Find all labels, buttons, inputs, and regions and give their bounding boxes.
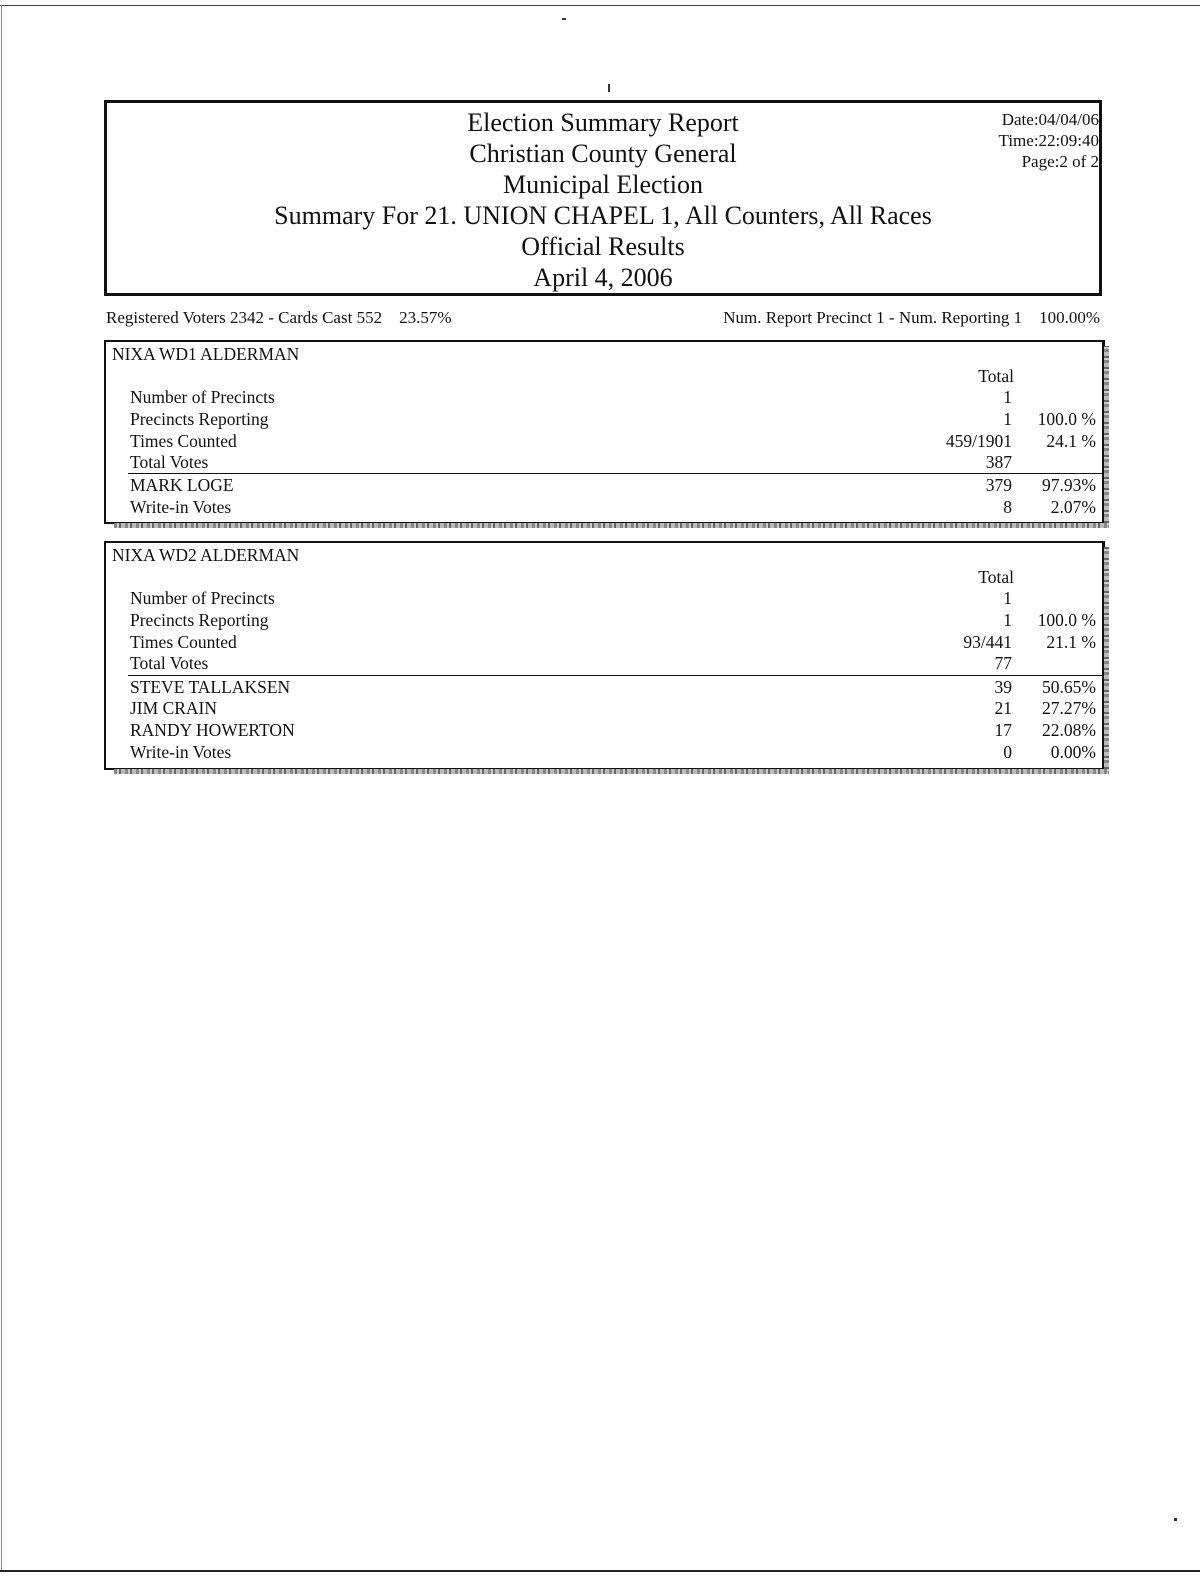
candidate-votes: 17 — [994, 720, 1012, 740]
candidate-percent: 50.65% — [1042, 677, 1096, 697]
stat-total: 387 — [985, 452, 1012, 472]
race-title: NIXA WD2 ALDERMAN — [112, 545, 300, 565]
race-title: NIXA WD1 ALDERMAN — [112, 344, 300, 364]
report-date: Date:04/04/06 — [1001, 110, 1099, 129]
candidate-row — [106, 475, 1102, 497]
scan-border-left — [1, 5, 2, 1571]
stat-total: 459/1901 — [945, 431, 1012, 451]
stat-label: Number of Precincts — [130, 588, 275, 608]
stat-total: 1 — [1003, 387, 1012, 407]
stat-label: Number of Precincts — [130, 387, 275, 407]
stat-row — [106, 431, 1102, 453]
stat-row — [106, 452, 1102, 474]
candidate-name: STEVE TALLAKSEN — [130, 677, 291, 697]
stat-label: Total Votes — [130, 452, 209, 472]
scan-border-bottom — [0, 1570, 1200, 1572]
stat-percent: 100.0 % — [1037, 409, 1096, 429]
race-nixa-wd1-alderman — [104, 340, 1105, 524]
stat-label: Total Votes — [130, 653, 209, 673]
results-divider — [128, 473, 1102, 474]
scan-speck — [1174, 1518, 1177, 1521]
candidate-name: Write-in Votes — [130, 742, 232, 762]
candidate-votes: 379 — [985, 475, 1012, 495]
stat-total: 93/441 — [963, 632, 1012, 652]
stat-label: Times Counted — [130, 431, 237, 451]
candidate-row — [106, 698, 1102, 720]
stat-total: 1 — [1003, 610, 1012, 630]
report-page: Page:2 of 2 — [1021, 152, 1099, 171]
candidate-row — [106, 742, 1102, 764]
report-time: Time:22:09:40 — [998, 131, 1099, 150]
stat-row — [106, 632, 1102, 654]
candidate-percent: 97.93% — [1042, 475, 1096, 495]
candidate-percent: 27.27% — [1042, 698, 1096, 718]
stat-label: Precincts Reporting — [130, 610, 269, 630]
scan-border-top — [0, 5, 1200, 6]
report-summary-for: Summary For 21. UNION CHAPEL 1, All Counters, All Races — [274, 201, 932, 230]
scan-speck — [608, 84, 610, 92]
stat-percent: 24.1 % — [1046, 431, 1096, 451]
candidate-name: RANDY HOWERTON — [130, 720, 295, 740]
candidate-percent: 22.08% — [1042, 720, 1096, 740]
candidate-name: Write-in Votes — [130, 497, 232, 517]
candidate-votes: 39 — [994, 677, 1012, 697]
stat-total: 1 — [1003, 588, 1012, 608]
stat-label: Precincts Reporting — [130, 409, 269, 429]
candidate-votes: 8 — [1003, 497, 1012, 517]
stat-row — [106, 610, 1102, 632]
candidate-row — [106, 677, 1102, 699]
report-title-block — [107, 107, 1099, 293]
candidate-name: JIM CRAIN — [130, 698, 218, 718]
stat-label: Times Counted — [130, 632, 237, 652]
race-nixa-wd2-alderman — [104, 541, 1105, 770]
report-election-date: April 4, 2006 — [533, 263, 673, 292]
report-meta — [999, 109, 1099, 172]
candidate-votes: 21 — [994, 698, 1012, 718]
stat-row — [106, 387, 1102, 409]
stat-percent: 21.1 % — [1046, 632, 1096, 652]
candidate-row — [106, 720, 1102, 742]
report-status: Official Results — [521, 232, 685, 261]
stat-row — [106, 588, 1102, 610]
report-title: Election Summary Report — [467, 108, 739, 137]
report-county: Christian County General — [469, 139, 737, 168]
candidate-percent: 0.00% — [1050, 742, 1096, 762]
candidate-percent: 2.07% — [1050, 497, 1096, 517]
report-election: Municipal Election — [502, 170, 703, 199]
precinct-reporting-summary: Num. Report Precinct 1 - Num. Reporting 1 100.00% — [723, 308, 1100, 327]
stat-total: 1 — [1003, 409, 1012, 429]
scan-speck — [562, 18, 566, 20]
total-column-header: Total — [978, 567, 1014, 587]
report-header — [104, 100, 1102, 296]
stat-row — [106, 653, 1102, 675]
stat-percent: 100.0 % — [1037, 610, 1096, 630]
total-column-header: Total — [978, 366, 1014, 386]
candidate-name: MARK LOGE — [130, 475, 234, 495]
candidate-row — [106, 497, 1102, 519]
stat-total: 77 — [994, 653, 1012, 673]
stat-row — [106, 409, 1102, 431]
registered-voters-summary: Registered Voters 2342 - Cards Cast 552 23.57% — [106, 308, 452, 327]
results-divider — [128, 675, 1102, 676]
candidate-votes: 0 — [1003, 742, 1012, 762]
